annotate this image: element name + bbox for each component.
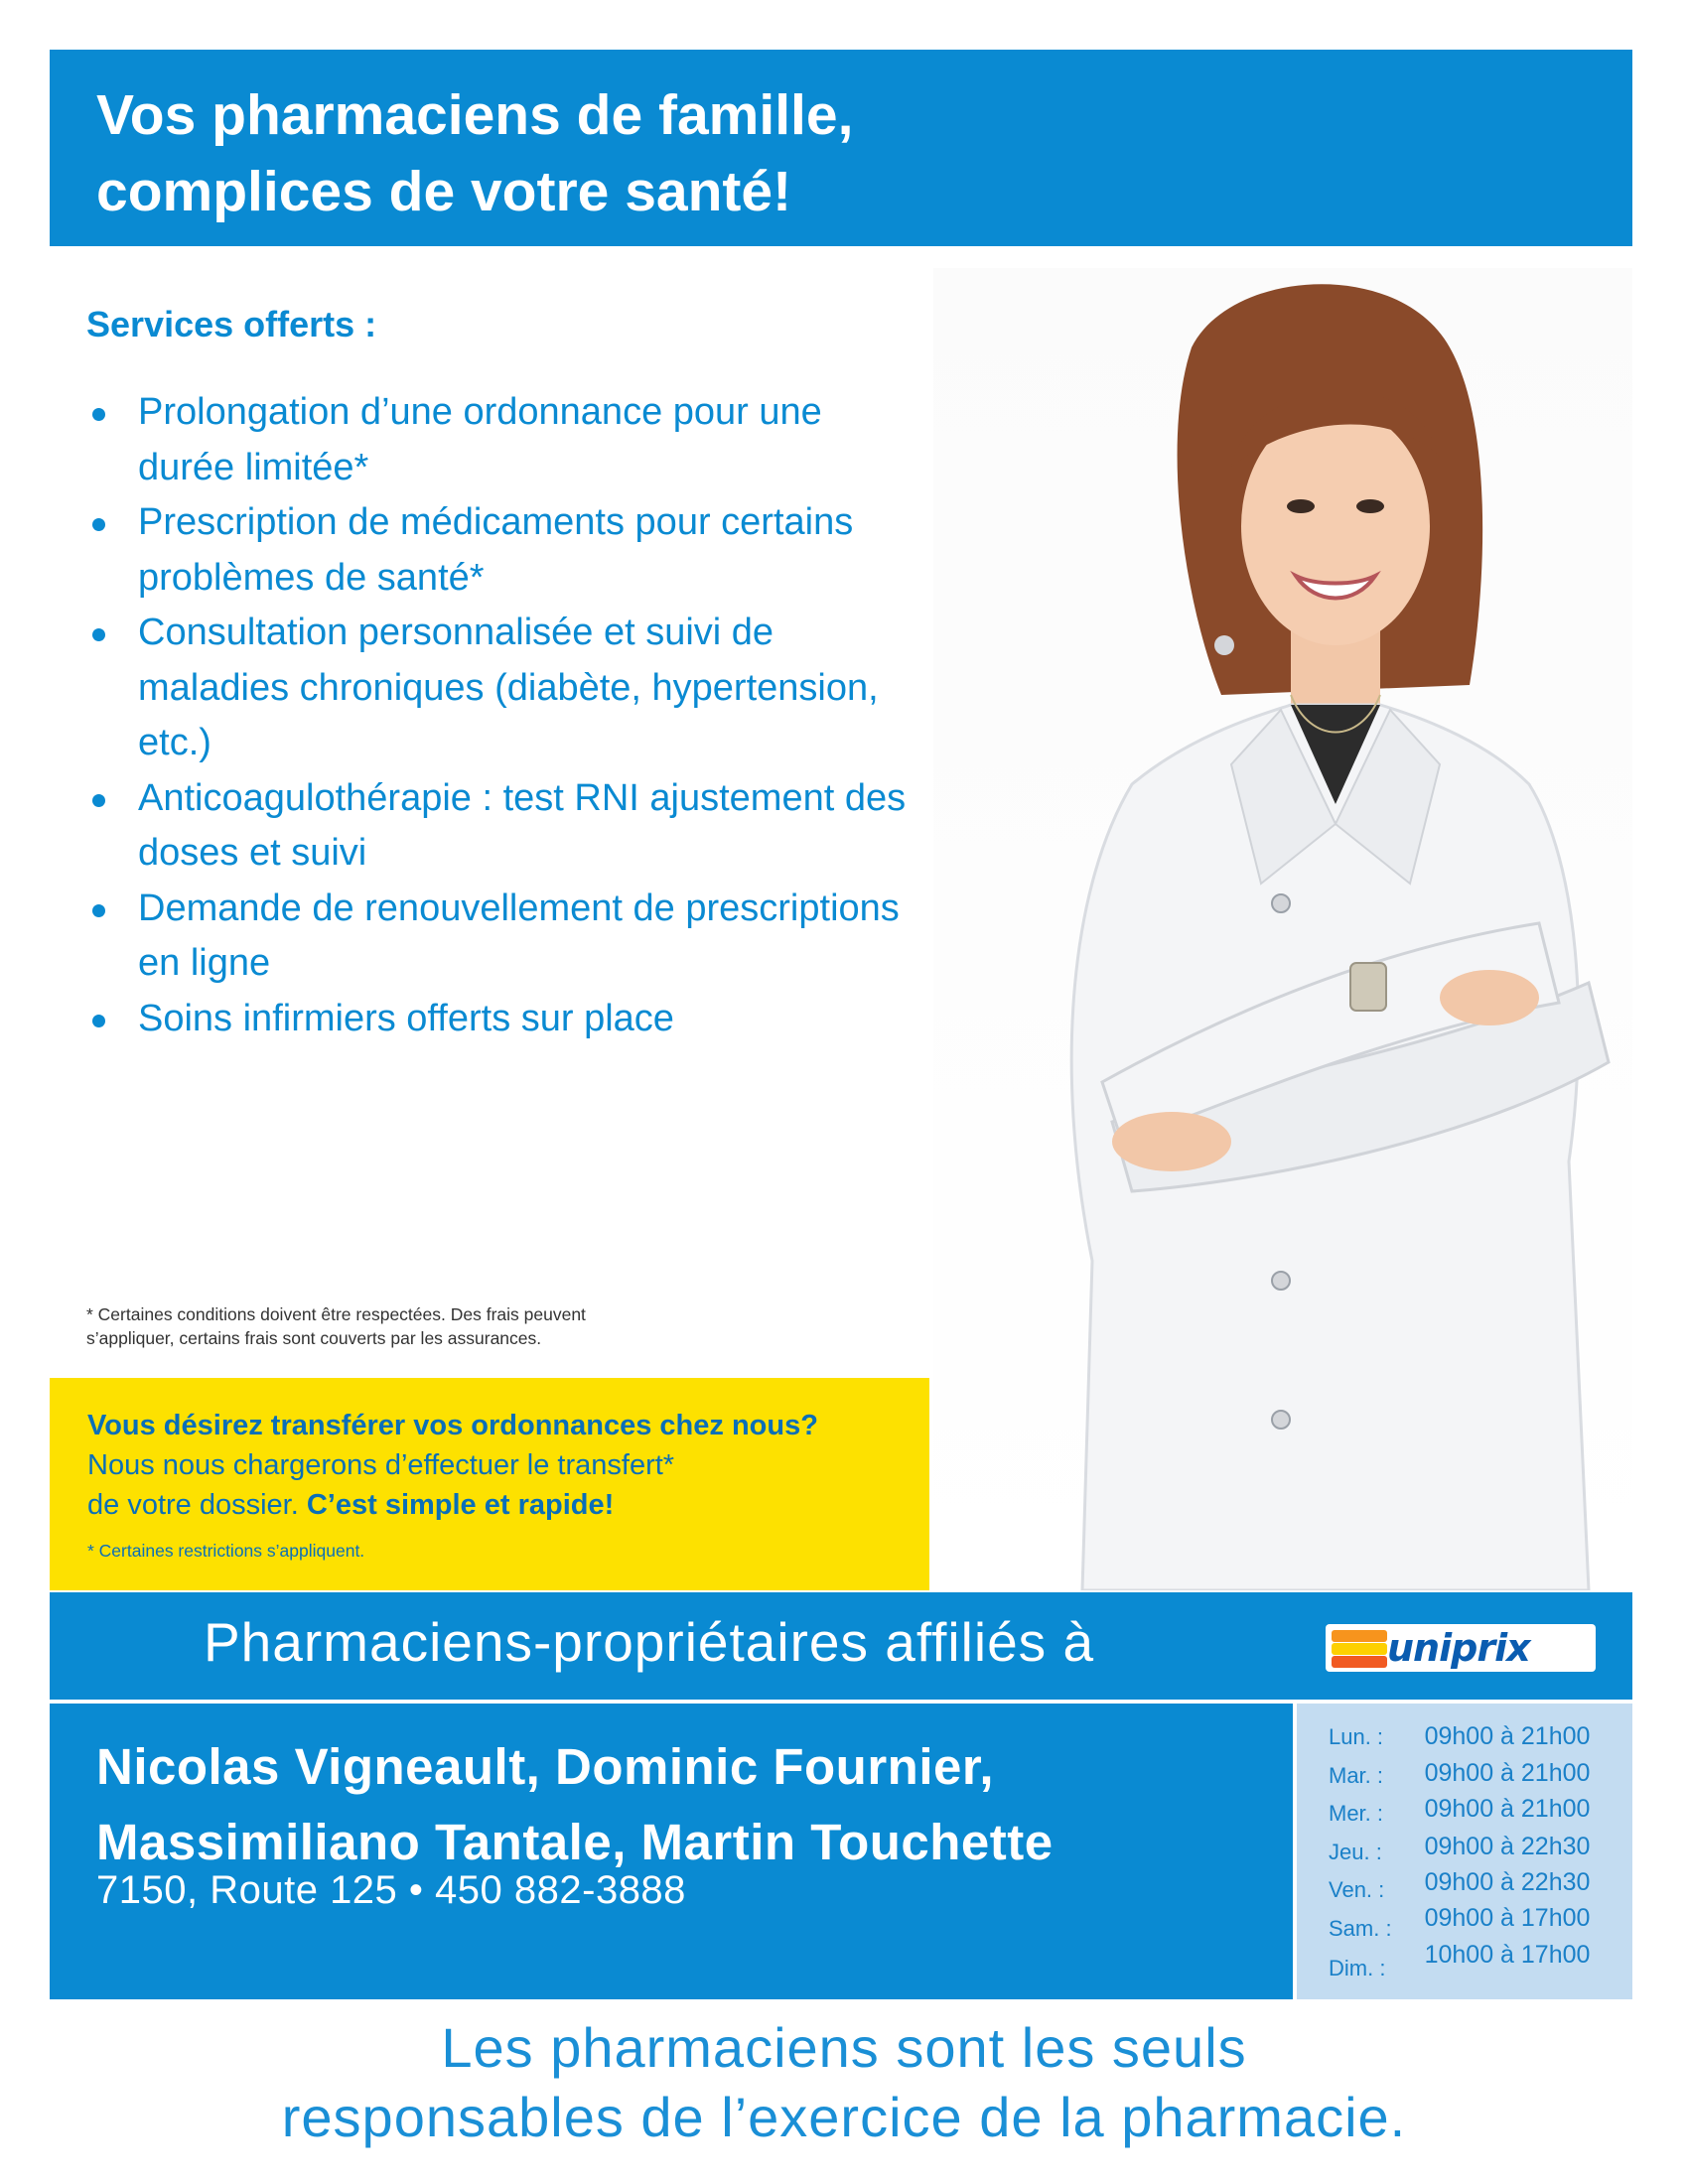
transfer-emphasis: C’est simple et rapide!	[306, 1489, 615, 1521]
bullet-icon	[92, 794, 105, 807]
logo-stripe	[1332, 1643, 1387, 1655]
hours-day: Sam. :	[1329, 1916, 1392, 1941]
hours-time: 09h00 à 22h30	[1424, 1868, 1591, 1896]
hours-day: Lun. :	[1329, 1724, 1384, 1749]
pharmacist-photo	[933, 268, 1632, 1590]
pharmacist-illustration	[933, 268, 1632, 1590]
hours-time: 09h00 à 21h00	[1424, 1759, 1591, 1787]
logo-stripe	[1332, 1656, 1387, 1668]
owner-names: Nicolas Vigneault, Dominic Fournier, Massimiliano Tantale, Martin Touchette	[96, 1738, 1054, 1870]
hours-day: Ven. :	[1329, 1877, 1385, 1902]
transfer-line-2	[87, 1489, 614, 1522]
slogan: Les pharmaciens sont les seuls responsables de l’exercice de la pharmacie.	[281, 2016, 1407, 2148]
hours-time: 09h00 à 21h00	[1424, 1722, 1591, 1750]
services-list	[86, 385, 911, 1046]
service-item	[86, 771, 911, 882]
hours-day: Dim. :	[1329, 1956, 1386, 1980]
hours-day: Jeu. :	[1329, 1840, 1382, 1864]
services-heading: Services offerts :	[86, 304, 377, 344]
hours-time: 10h00 à 17h00	[1424, 1941, 1591, 1969]
services-footnote: * Certaines conditions doivent être respectées. Des frais peuvent s’appliquer, certains frais sont couverts par les assurances.	[86, 1304, 586, 1348]
affiliation-text: Pharmaciens-propriétaires affiliés à	[204, 1611, 1095, 1673]
service-text: Anticoagulothérapie : test RNI ajustement des doses et suivi	[138, 776, 907, 874]
logo-wordmark: uniprix	[1387, 1626, 1530, 1670]
service-item	[86, 495, 911, 606]
service-item	[86, 882, 911, 992]
bullet-icon	[92, 1015, 105, 1027]
transfer-footnote: * Certaines restrictions s’appliquent.	[87, 1541, 365, 1561]
service-item	[86, 992, 911, 1047]
bullet-icon	[92, 408, 105, 421]
hours-time: 09h00 à 17h00	[1424, 1904, 1591, 1932]
bullet-icon	[92, 628, 105, 641]
bullet-icon	[92, 518, 105, 531]
transfer-question: Vous désirez transférer vos ordonnances chez nous?	[87, 1410, 818, 1441]
service-item	[86, 385, 911, 495]
service-item	[86, 606, 911, 771]
service-text: Prescription de médicaments pour certains problèmes de santé*	[138, 501, 854, 599]
address-phone: 7150, Route 125 • 450 882-3888	[96, 1868, 686, 1912]
service-text: Demande de renouvellement de prescriptions en ligne	[138, 887, 900, 984]
uniprix-logo	[1326, 1624, 1596, 1672]
hours-time: 09h00 à 22h30	[1424, 1833, 1591, 1860]
hours-day: Mar. :	[1329, 1763, 1384, 1788]
service-text: Consultation personnalisée et suivi de maladies chroniques (diabète, hypertension, etc.)	[138, 612, 879, 763]
page-title: Vos pharmaciens de famille, complices de votre santé!	[96, 83, 854, 223]
transfer-line-2-text: de votre dossier.	[87, 1489, 307, 1521]
service-text: Soins infirmiers offerts sur place	[138, 997, 674, 1039]
service-text: Prolongation d’une ordonnance pour une durée limitée*	[138, 391, 822, 488]
transfer-line-1: Nous nous chargerons d’effectuer le transfert*	[87, 1449, 675, 1481]
logo-stripe	[1332, 1630, 1387, 1642]
hours-time: 09h00 à 21h00	[1424, 1795, 1591, 1823]
hours-day: Mer. :	[1329, 1801, 1384, 1826]
bullet-icon	[92, 904, 105, 917]
